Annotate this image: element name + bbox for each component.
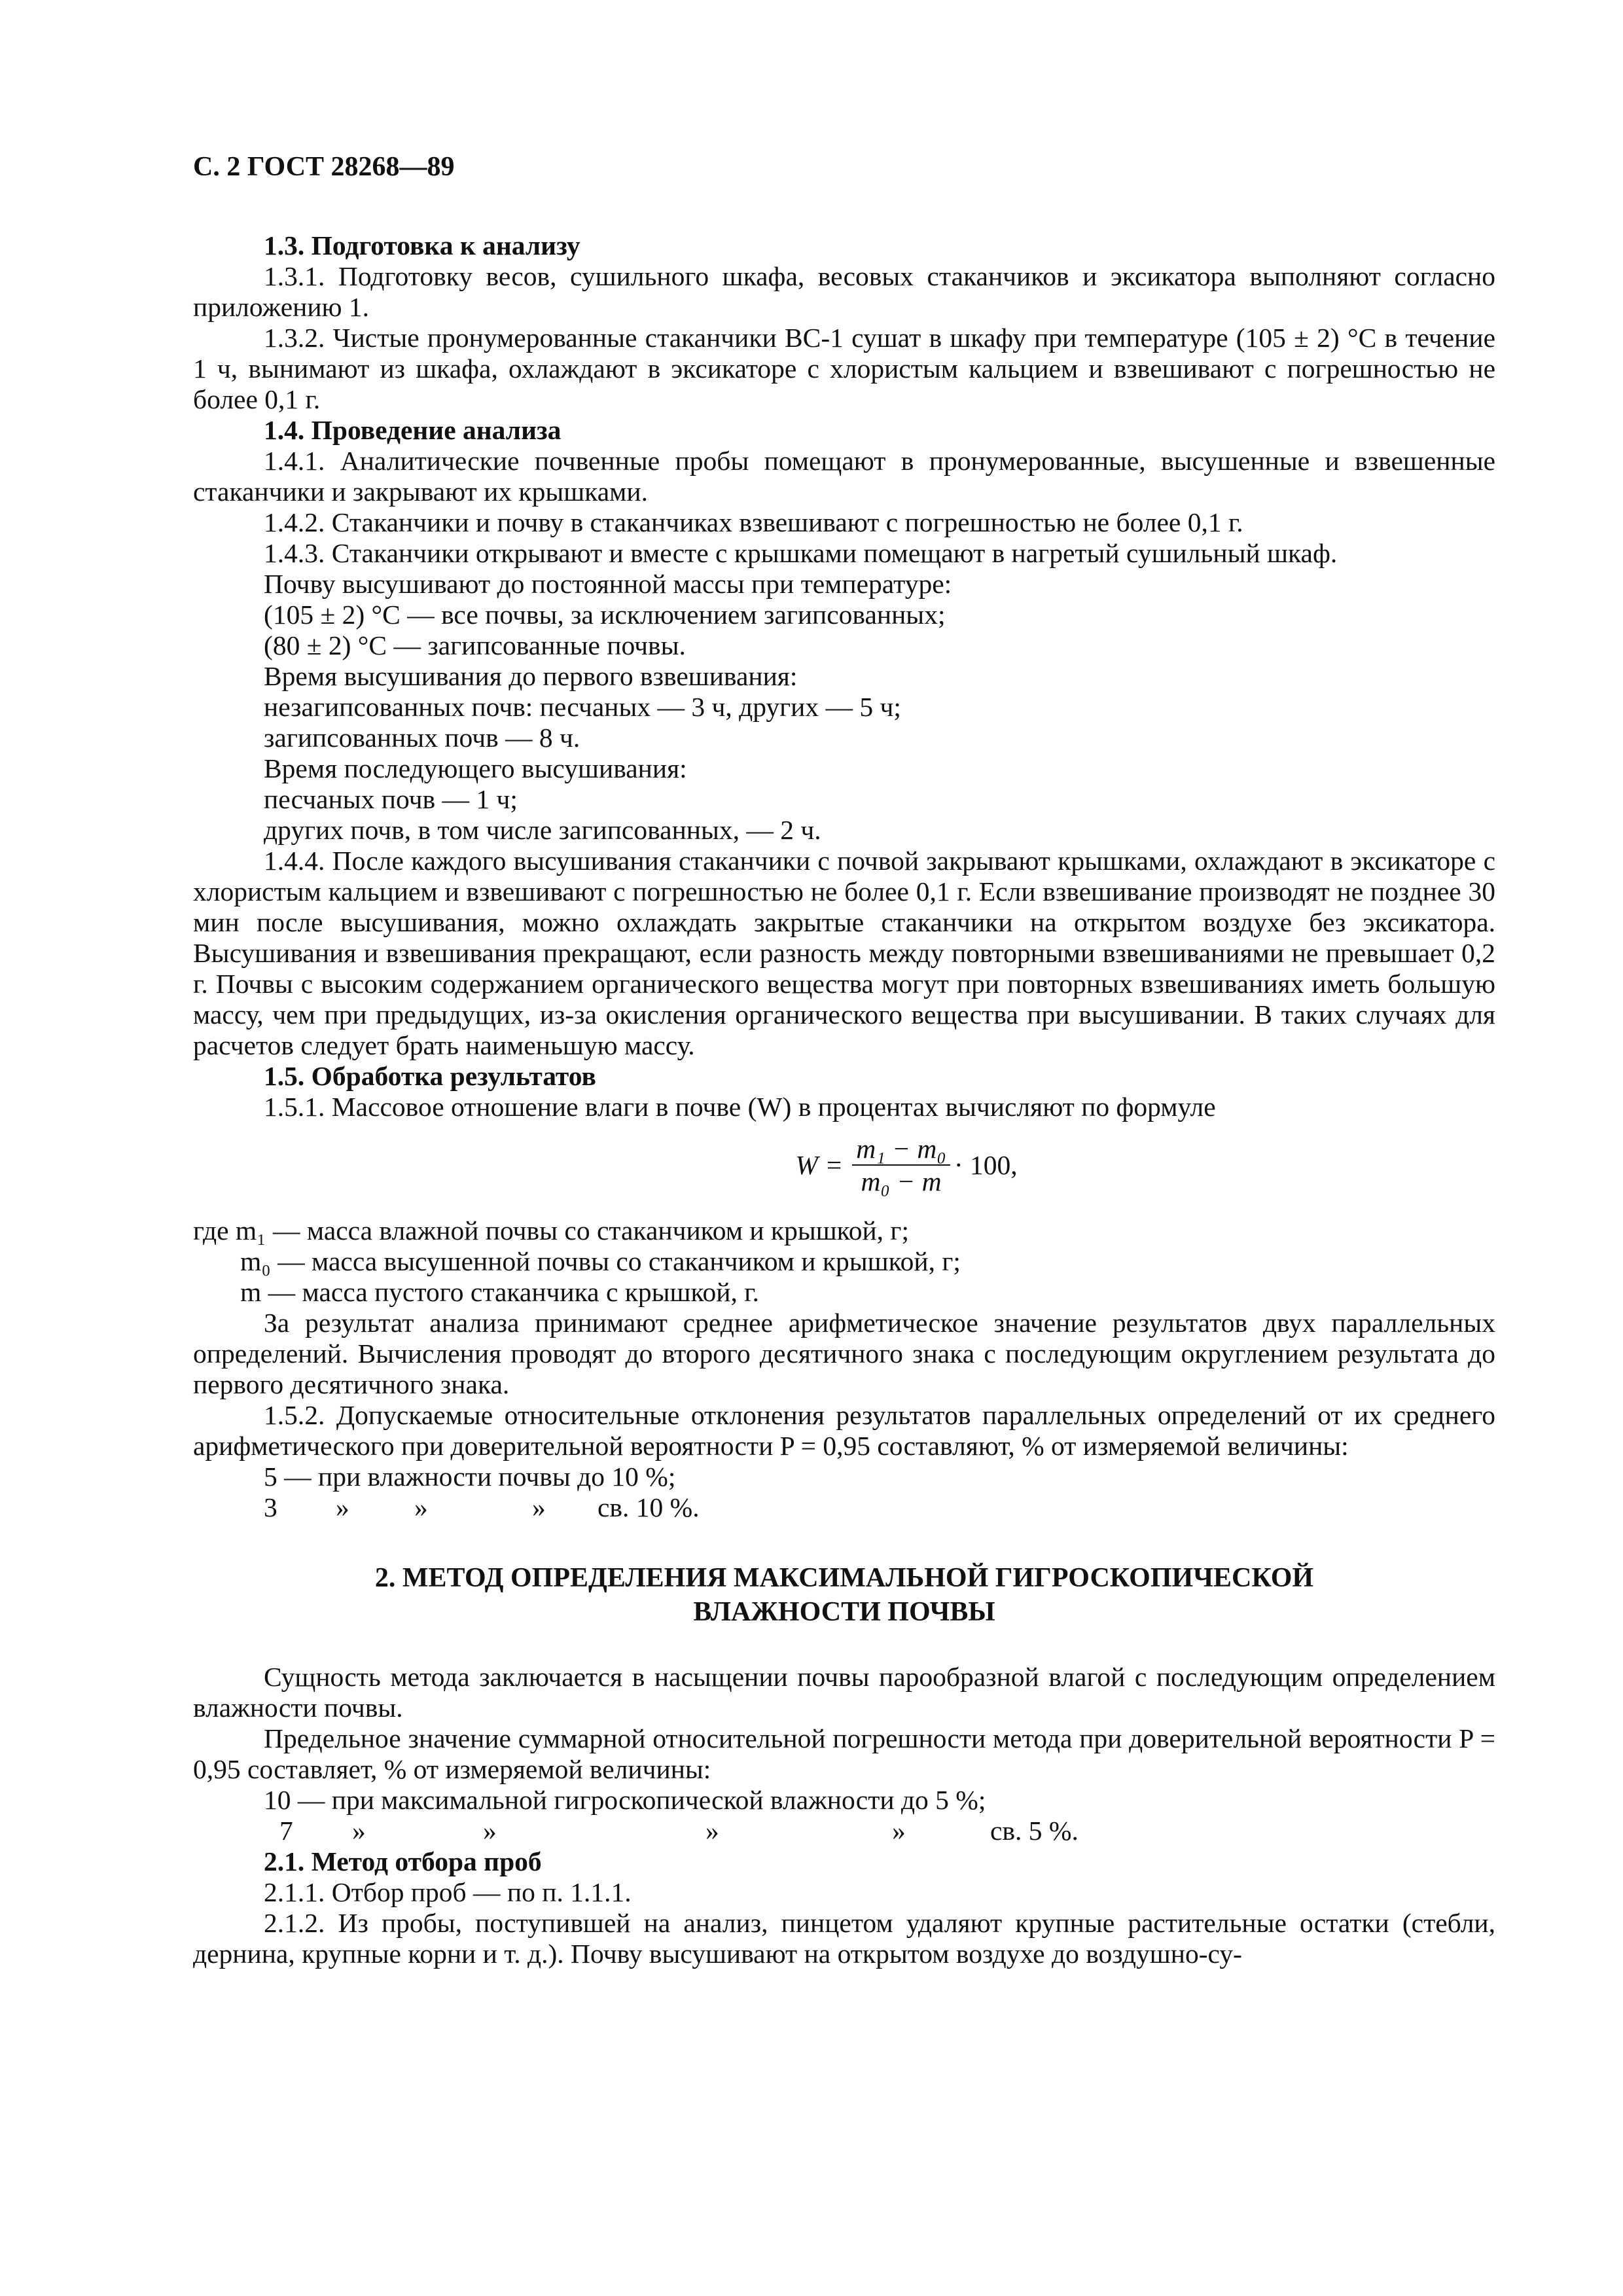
paragraph-1-4-4: 1.4.4. После каждого высушивания стаканчики с почвой закрывают крышками, охлаждают в эксикаторе с хлористым кальцием и взвешивают с погрешностью не более 0,1 г. Если взвешивание производят не позднее 30 мин после высушивания, можно охлаждать закрытые стаканчики на открытом воздухе без эксикатора. Высушивания и взвешивания прекращают, если разность между повторными взвешиваниями не превышает 0,2 г. Почвы с высоким содержанием органического вещества могут при повторных взвешиваниях иметь большую массу, чем при предыдущих, из-за окисления органического вещества при высушивании. В таких случаях для расчетов следует брать наименьшую массу. — [193, 846, 1495, 1060]
ditto-cell: » — [483, 1816, 497, 1846]
section-1-4-heading: 1.4. Проведение анализа — [264, 415, 562, 445]
drying-line: (80 ± 2) °С — загипсованные почвы. — [264, 630, 686, 660]
document-body — [193, 230, 1495, 1969]
section-2-title-line: ВЛАЖНОСТИ ПОЧВЫ — [693, 1597, 995, 1627]
ditto-cell: » — [336, 1492, 349, 1522]
tolerance-line: 5 — при влажности почвы до 10 %; — [264, 1462, 676, 1492]
section-2-1-heading: 2.1. Метод отбора проб — [264, 1846, 542, 1876]
section-2-title-line: 2. МЕТОД ОПРЕДЕЛЕНИЯ МАКСИМАЛЬНОЙ ГИГРОСКОПИЧЕСКОЙ — [374, 1563, 1314, 1593]
ditto-cell: св. 5 %. — [990, 1816, 1079, 1846]
formula-denominator: m₀ − m — [861, 1166, 942, 1196]
ditto-cell: 7 — [279, 1816, 293, 1846]
ditto-cell: 3 — [264, 1492, 277, 1522]
paragraph-1-4-3: 1.4.3. Стаканчики открывают и вместе с крышками помещают в нагретый сушильный шкаф. — [264, 538, 1338, 568]
formula-numerator: m₁ − m₀ — [852, 1134, 950, 1166]
section-1-3-heading: 1.3. Подготовка к анализу — [264, 230, 580, 260]
page-header: С. 2 ГОСТ 28268—89 — [193, 152, 455, 182]
ditto-cell: » — [414, 1492, 428, 1522]
formula-rhs: · 100, — [954, 1149, 1018, 1180]
paragraph-1-3-1: 1.3.1. Подготовку весов, сушильного шкафа, весовых стаканчиков и эксикатора выполняют согласно приложению 1. — [193, 261, 1495, 322]
paragraph-1-5-1: 1.5.1. Массовое отношение влаги в почве (W) в процентах вычисляют по формуле — [264, 1092, 1216, 1122]
formula-lhs: W = — [795, 1149, 844, 1180]
ditto-cell: » — [892, 1816, 906, 1846]
moisture-formula — [193, 1129, 1495, 1201]
paragraph-1-4-1: 1.4.1. Аналитические почвенные пробы помещают в пронумерованные, высушенные и взвешенные стаканчики и закрывают их крышками. — [193, 446, 1495, 507]
drying-line: других почв, в том числе загипсованных, — 2 ч. — [264, 815, 821, 845]
error-line: 10 — при максимальной гигроскопической влажности до 5 %; — [264, 1785, 986, 1815]
paragraph-1-3-2: 1.3.2. Чистые пронумерованные стаканчики ВС-1 сушат в шкафу при температуре (105 ± 2) °С в течение 1 ч, вынимают из шкафа, охлаждают в эксикаторе с хлористым кальцием и взвешивают с погрешностью не более 0,1 г. — [193, 323, 1495, 414]
error-ditto-line — [193, 1816, 1495, 1846]
ditto-cell: » — [532, 1492, 546, 1522]
drying-line: Время последующего высушивания: — [264, 753, 687, 783]
paragraph-2-error: Предельное значение суммарной относительной погрешности метода при доверительной вероятности P = 0,95 составляет, % от измеряемой величины: — [193, 1723, 1495, 1784]
drying-line: незагипсованных почв: песчаных — 3 ч, других — 5 ч; — [264, 692, 901, 722]
formula-legend-item: m — масса пустого стаканчика с крышкой, г. — [240, 1277, 759, 1307]
paragraph-2-1-1: 2.1.1. Отбор проб — по п. 1.1.1. — [264, 1877, 632, 1907]
paragraph-result: За результат анализа принимают среднее арифметическое значение результатов двух параллельных определений. Вычисления проводят до второго десятичного знака с последующим округлением результата до первого десятичного знака. — [193, 1308, 1495, 1399]
paragraph-1-5-2: 1.5.2. Допускаемые относительные отклонения результатов параллельных определений от их среднего арифметического при доверительной вероятности P = 0,95 составляют, % от измеряемой величины: — [193, 1400, 1495, 1461]
ditto-cell: » — [352, 1816, 366, 1846]
formula-legend-item: m₀ — масса высушенной почвы со стаканчиком и крышкой, г; — [240, 1246, 961, 1276]
drying-line: Почву высушивают до постоянной массы при температуре: — [264, 569, 952, 599]
paragraph-1-4-2: 1.4.2. Стаканчики и почву в стаканчиках взвешивают с погрешностью не более 0,1 г. — [264, 507, 1243, 537]
paragraph-2-1-2: 2.1.2. Из пробы, поступившей на анализ, пинцетом удаляют крупные растительные остатки (стебли, дернина, крупные корни и т. д.). Почву высушивают на открытом воздухе до воздушно-су- — [193, 1908, 1495, 1969]
paragraph-2-essence: Сущность метода заключается в насыщении почвы парообразной влагой с последующим определением влажности почвы. — [193, 1662, 1495, 1723]
drying-line: загипсованных почв — 8 ч. — [264, 723, 580, 753]
section-2-title — [193, 1561, 1495, 1629]
drying-line: Время высушивания до первого взвешивания: — [264, 661, 798, 691]
formula-fraction — [852, 1134, 950, 1196]
ditto-cell: св. 10 %. — [597, 1492, 700, 1522]
drying-line: (105 ± 2) °С — все почвы, за исключением загипсованных; — [264, 600, 946, 630]
formula-legend-item: где m₁ — масса влажной почвы со стаканчиком и крышкой, г; — [193, 1215, 909, 1246]
ditto-cell: » — [705, 1816, 719, 1846]
section-1-5-heading: 1.5. Обработка результатов — [264, 1061, 596, 1091]
tolerance-ditto-line — [193, 1492, 1495, 1523]
drying-line: песчаных почв — 1 ч; — [264, 784, 518, 814]
